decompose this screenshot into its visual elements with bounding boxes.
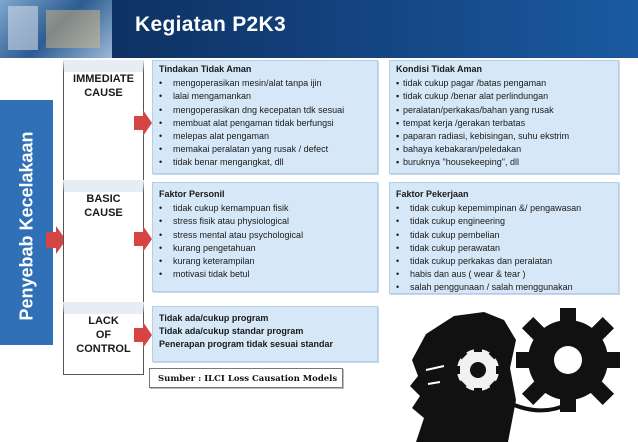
basic-cause-label [63, 180, 144, 307]
head-gears-illustration [396, 300, 638, 442]
bullet-icon: • [396, 203, 400, 214]
unsafe-conditions-title: Kondisi Tidak Aman [396, 64, 483, 74]
sidebar-label: Penyebab Kecelakaan [16, 131, 37, 321]
control-label-line-2: OF [95, 329, 112, 341]
list-item [159, 255, 377, 268]
list-item [396, 77, 618, 90]
list-item [396, 156, 618, 169]
list-item [159, 143, 377, 156]
large-gear-icon [516, 308, 620, 412]
bullet-icon: • [159, 229, 163, 240]
list-item-text: tidak cukup /benar alat perlindungan [403, 91, 549, 102]
bullet-icon: • [159, 216, 163, 227]
list-item [396, 202, 618, 215]
list-item-text: membuat alat pengaman tidak berfungsi [173, 117, 334, 128]
unsafe-acts-title: Tindakan Tidak Aman [159, 64, 252, 74]
bullet-icon: ▪ [396, 144, 400, 155]
job-factors-box [389, 182, 619, 294]
bullet-icon: • [396, 242, 400, 253]
list-item [396, 130, 618, 143]
bullet-icon: ▪ [396, 91, 400, 102]
list-item-text: bahaya kebakaran/peledakan [403, 144, 522, 155]
list-item [159, 215, 377, 228]
bullet-icon: • [396, 229, 400, 240]
bullet-icon: • [159, 269, 163, 280]
bullet-icon: • [159, 203, 163, 214]
lack-of-control-box [152, 306, 378, 362]
list-item [159, 202, 377, 215]
unsafe-acts-list [159, 77, 377, 169]
list-item-text: tidak cukup pembelian [410, 229, 500, 240]
bullet-icon: • [396, 216, 400, 227]
list-item [396, 268, 618, 281]
list-item [396, 255, 618, 268]
bullet-icon: • [159, 256, 163, 267]
bullet-icon: • [159, 157, 163, 168]
list-item-text: melepas alat pengaman [173, 131, 270, 142]
header-photo-strip [0, 0, 112, 58]
immediate-arrow-icon [134, 110, 152, 136]
list-item [159, 242, 377, 255]
list-item-text: tidak benar mengangkat, dll [173, 157, 284, 168]
basic-arrow-icon [134, 226, 152, 252]
control-label-line-3: CONTROL [76, 343, 131, 355]
list-item-text: tidak cukup perawatan [410, 242, 501, 253]
list-item-text: mengoperasikan mesin/alat tanpa ijin [173, 78, 322, 89]
unsafe-conditions-box [389, 60, 619, 174]
bullet-icon: • [159, 91, 163, 102]
list-item [396, 215, 618, 228]
list-item-text: tidak cukup engineering [410, 216, 506, 227]
list-item-text: buruknya "housekeeping", dll [403, 157, 519, 168]
source-caption: Sumber : ILCI Loss Causation Models [149, 368, 343, 388]
basic-label-line-1: BASIC [86, 193, 121, 205]
control-line-1: Tidak ada/cukup program [159, 313, 269, 323]
personal-factors-box [152, 182, 378, 292]
list-item [159, 77, 377, 90]
control-arrow-icon [134, 322, 152, 348]
list-item-text: lalai mengamankan [173, 91, 252, 102]
immediate-label-line-1: IMMEDIATE [73, 73, 134, 85]
header-bar [0, 0, 638, 58]
list-item [159, 104, 377, 117]
immediate-label-line-2: CAUSE [84, 87, 123, 99]
bullet-icon: ▪ [396, 104, 400, 115]
list-item [396, 229, 618, 242]
bullet-icon: • [159, 104, 163, 115]
bullet-icon: ▪ [396, 131, 400, 142]
list-item-text: kurang keterampilan [173, 256, 255, 267]
list-item [396, 117, 618, 130]
bullet-icon: • [159, 144, 163, 155]
list-item-text: mengoperasikan dng kecepatan tdk sesuai [173, 104, 345, 115]
list-item-text: memakai peralatan yang rusak / defect [173, 144, 329, 155]
list-item-text: tidak cukup kemampuan fisik [173, 203, 289, 214]
bullet-icon: • [396, 269, 400, 280]
list-item [159, 156, 377, 169]
bullet-icon: ▪ [396, 117, 400, 128]
bullet-icon: ▪ [396, 157, 400, 168]
list-item-text: stress fisik atau physiological [173, 216, 290, 227]
list-item [159, 229, 377, 242]
list-item-text: tidak cukup perkakas dan peralatan [410, 256, 553, 267]
bullet-icon: ▪ [396, 78, 400, 89]
list-item-text: peralatan/perkakas/bahan yang rusak [403, 104, 554, 115]
list-item [159, 268, 377, 281]
list-item [159, 117, 377, 130]
control-line-3: Penerapan program tidak sesuai standar [159, 339, 334, 350]
unsafe-acts-box [152, 60, 378, 174]
list-item [396, 242, 618, 255]
bullet-icon: • [159, 131, 163, 142]
list-item-text: tidak cukup kepemimpinan &/ pengawasan [410, 203, 582, 214]
list-item [159, 90, 377, 103]
list-item-text: habis dan aus ( wear & tear ) [410, 269, 526, 280]
list-item-text: motivasi tidak betul [173, 269, 250, 280]
list-item-text: paparan radiasi, kebisingan, suhu ekstrim [403, 131, 570, 142]
list-item-text: tidak cukup pagar /batas pengaman [403, 78, 547, 89]
list-item-text: kurang pengetahuan [173, 242, 256, 253]
control-label-line-1: LACK [88, 315, 119, 327]
immediate-cause-label [63, 60, 144, 185]
bullet-icon: • [159, 117, 163, 128]
lack-of-control-label [63, 302, 144, 375]
list-item [396, 104, 618, 117]
personal-factors-title: Faktor Personil [159, 189, 225, 199]
bullet-icon: • [159, 78, 163, 89]
list-item [396, 281, 618, 294]
job-factors-title: Faktor Pekerjaan [396, 189, 469, 199]
page-title: Kegiatan P2K3 [135, 13, 286, 36]
bullet-icon: • [396, 256, 400, 267]
control-line-2: Tidak ada/cukup standar program [159, 326, 304, 337]
personal-factors-list [159, 202, 377, 281]
list-item-text: salah penggunaan / salah menggunakan [410, 282, 573, 293]
job-factors-list [396, 202, 618, 294]
bullet-icon: • [396, 282, 400, 293]
small-gear-icon [450, 342, 506, 398]
list-item [159, 130, 377, 143]
bullet-icon: • [159, 242, 163, 253]
list-item-text: stress mental atau psychological [173, 229, 304, 240]
basic-label-line-2: CAUSE [84, 207, 123, 219]
list-item [396, 143, 618, 156]
unsafe-conditions-list [396, 77, 618, 169]
list-item-text: tempat kerja /gerakan terbatas [403, 117, 526, 128]
list-item [396, 90, 618, 103]
